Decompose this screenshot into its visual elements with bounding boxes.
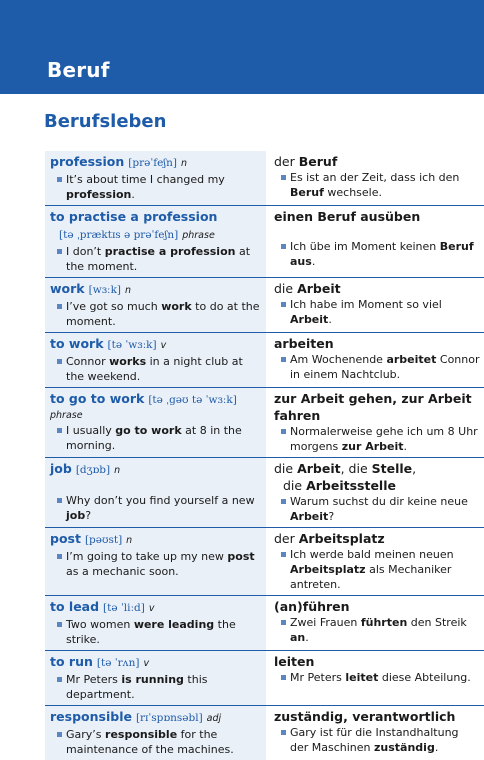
part-of-speech: n: [181, 158, 188, 169]
english-cell: [45, 278, 266, 332]
chapter-title: Beruf: [47, 58, 110, 82]
english-term: to run: [50, 654, 93, 669]
pronunciation: [tə ˈwɜːk]: [107, 339, 157, 351]
table-row: [45, 278, 484, 333]
part-of-speech: n: [125, 285, 132, 296]
pronunciation: [tə ˌpræktɪs ə prəˈfeʃn]: [59, 229, 179, 241]
table-row: [45, 206, 484, 278]
english-cell: [45, 206, 266, 277]
german-cell: [266, 596, 484, 650]
section-title: Berufsleben: [44, 111, 167, 132]
english-example: Two women were leading the strike.: [50, 617, 260, 647]
german-term-3: Arbeitsstelle: [306, 478, 396, 493]
table-row: [45, 596, 484, 651]
german-term: Arbeitsplatz: [298, 531, 385, 546]
english-example: Gary’s responsible for the maintenance of the machines.: [50, 727, 260, 757]
english-cell: [45, 388, 266, 457]
pronunciation: [tə ˈliːd]: [103, 602, 145, 614]
english-term: job: [50, 461, 72, 476]
english-term: post: [50, 531, 81, 546]
german-cell: der Beruf Es ist an der Zeit, dass ich den Beruf wechsele.: [266, 151, 484, 205]
english-term: to lead: [50, 599, 100, 614]
german-example: Es ist an der Zeit, dass ich den Beruf wechsele.: [274, 170, 480, 200]
english-term: work: [50, 281, 85, 296]
english-term: to go to work: [50, 391, 145, 406]
german-example: Am Wochenende arbeitet Connor in einem Nachtclub.: [274, 352, 480, 382]
german-cell: die Arbeit Ich habe im Moment so viel Arbeit.: [266, 278, 484, 332]
english-example: I don’t practise a profession at the moment.: [50, 244, 260, 274]
pronunciation: [rɪˈspɒnsəbl]: [135, 712, 203, 724]
part-of-speech: phrase: [182, 230, 215, 241]
english-cell: [45, 706, 266, 760]
german-cell: [266, 206, 484, 277]
pronunciation: [dʒɒb]: [75, 464, 111, 476]
german-cell: [266, 706, 484, 760]
english-example: It’s about time I changed my profession.: [50, 172, 260, 202]
english-cell: [45, 151, 266, 205]
part-of-speech: n: [126, 535, 133, 546]
table-row: [45, 151, 484, 206]
english-term: to practise a profession: [50, 209, 218, 224]
german-term: Beruf: [298, 154, 338, 169]
german-term: arbeiten: [274, 336, 334, 351]
english-example: Mr Peters is running this department.: [50, 672, 260, 702]
german-example: Normalerweise gehe ich um 8 Uhr morgens zur Arbeit.: [274, 424, 480, 454]
table-row: [45, 706, 484, 760]
pronunciation: [pəʊst]: [84, 534, 123, 546]
table-row: [45, 333, 484, 388]
german-term: zur Arbeit gehen, zur Arbeit fahren: [274, 391, 472, 423]
german-term: Arbeit: [297, 281, 341, 296]
pronunciation: [tə ˈrʌn]: [96, 657, 140, 669]
english-example: I’ve got so much work to do at the moment.: [50, 299, 260, 329]
english-example: Why don’t you find yourself a new job?: [50, 493, 260, 523]
pronunciation: [wɜːk]: [88, 284, 122, 296]
german-cell: [266, 333, 484, 387]
german-example: Ich habe im Moment so viel Arbeit.: [274, 297, 480, 327]
english-example: Connor works in a night club at the weekend.: [50, 354, 260, 384]
german-example: Gary ist für die Instandhaltung der Maschinen zuständig.: [274, 725, 480, 755]
table-row: [45, 651, 484, 706]
german-term: (an)führen: [274, 599, 350, 614]
german-cell: [266, 651, 484, 705]
english-example: I usually go to work at 8 in the morning.: [50, 423, 260, 453]
german-term: Arbeit: [297, 461, 341, 476]
english-cell: [45, 596, 266, 650]
english-cell: [45, 458, 266, 527]
part-of-speech: adj: [206, 713, 222, 724]
vocabulary-table: [45, 151, 484, 760]
german-term: leiten: [274, 654, 315, 669]
german-example: Mr Peters leitet diese Abteilung.: [274, 670, 480, 685]
english-example: I’m going to take up my new post as a mechanic soon.: [50, 549, 260, 579]
pronunciation: [prəˈfeʃn]: [128, 157, 178, 169]
part-of-speech: v: [148, 603, 155, 614]
german-example: Ich werde bald meinen neuen Arbeitsplatz als Mechaniker antreten.: [274, 547, 480, 592]
english-cell: [45, 528, 266, 595]
part-of-speech: phrase: [50, 410, 83, 421]
table-row: [45, 458, 484, 528]
part-of-speech: v: [160, 340, 167, 351]
german-term: zuständig, verantwortlich: [274, 709, 456, 724]
table-row: [45, 388, 484, 458]
english-term: responsible: [50, 709, 132, 724]
english-term: to work: [50, 336, 104, 351]
english-cell: [45, 333, 266, 387]
german-cell: [266, 388, 484, 457]
german-term-2: Stelle: [371, 461, 413, 476]
german-cell: die Arbeit, die Stelle, die Arbeitsstelle Warum suchst du dir keine neue Arbeit?: [266, 458, 484, 527]
german-example: Warum suchst du dir keine neue Arbeit?: [274, 494, 480, 524]
english-term: profession: [50, 154, 125, 169]
chapter-banner: [0, 0, 484, 94]
german-cell: der Arbeitsplatz Ich werde bald meinen neuen Arbeitsplatz als Mechaniker antreten.: [266, 528, 484, 595]
part-of-speech: n: [114, 465, 121, 476]
english-cell: [45, 651, 266, 705]
pronunciation: [tə ˌgəʊ tə ˈwɜːk]: [148, 394, 237, 406]
german-example: Ich übe im Moment keinen Beruf aus.: [274, 239, 480, 269]
german-example: Zwei Frauen führten den Streik an.: [274, 615, 480, 645]
table-row: [45, 528, 484, 596]
part-of-speech: v: [143, 658, 150, 669]
german-term: einen Beruf ausüben: [274, 209, 421, 224]
